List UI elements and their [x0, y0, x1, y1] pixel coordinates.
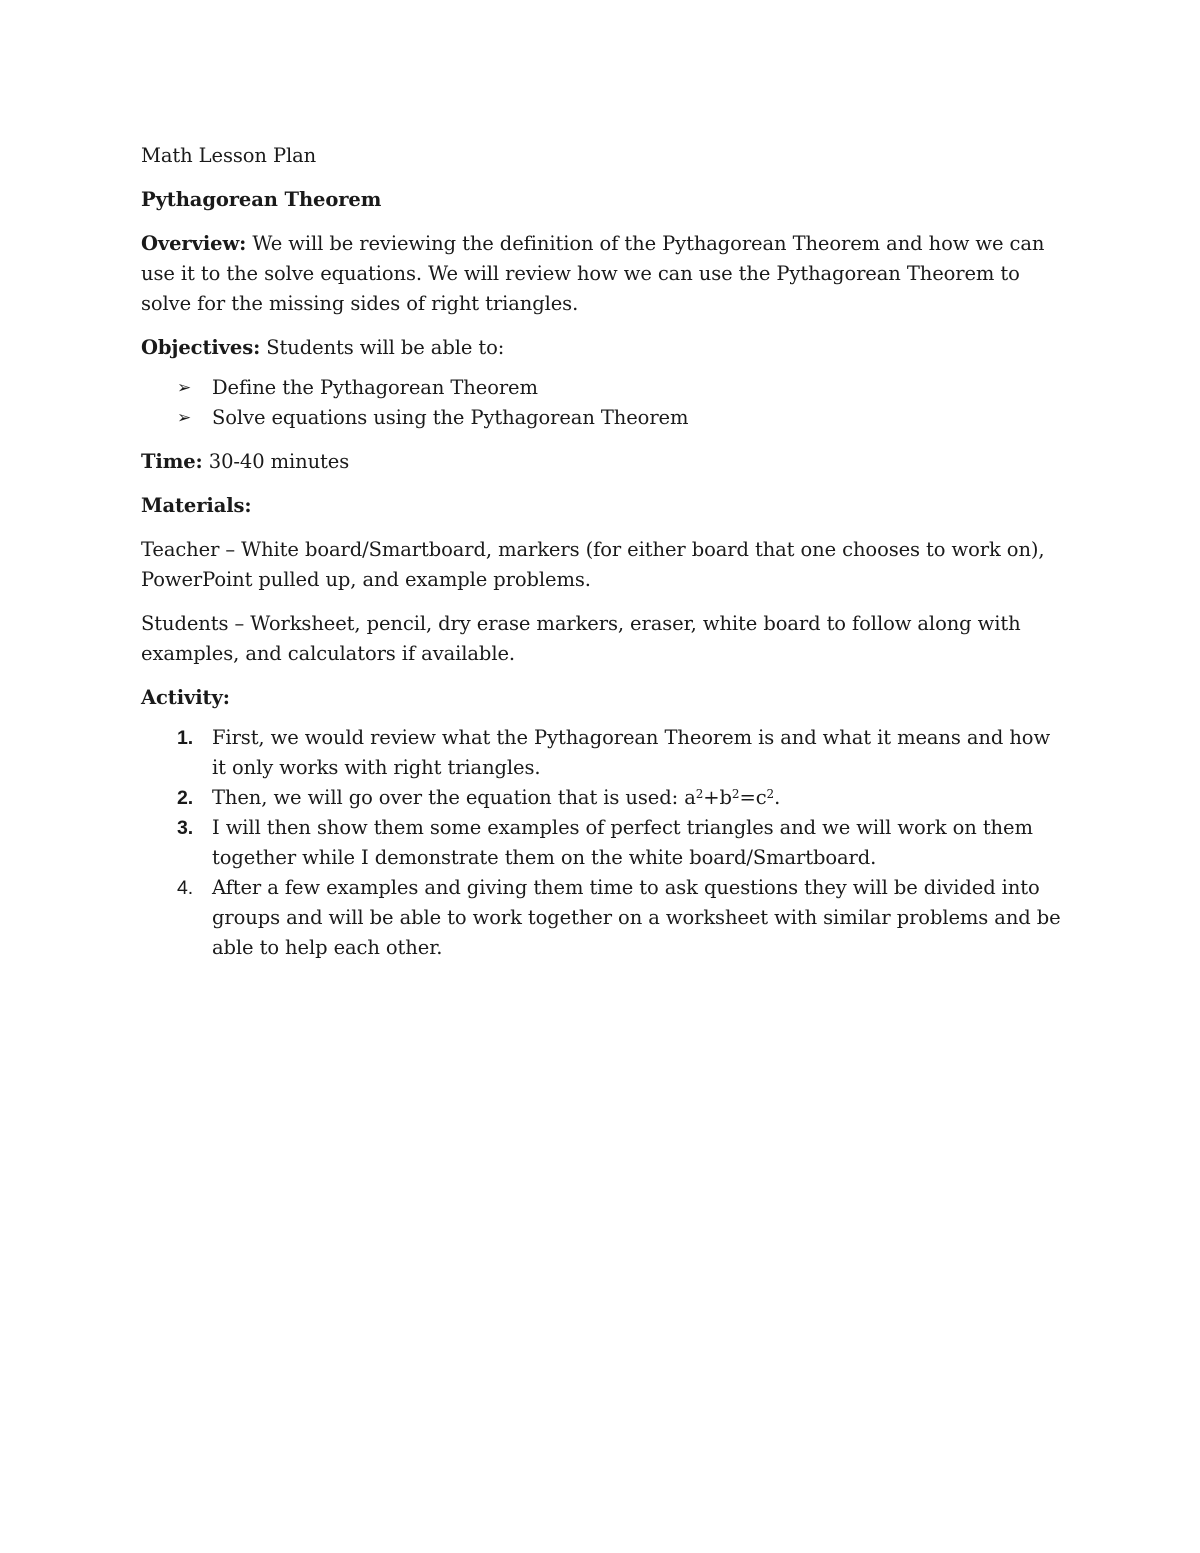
materials-label: Materials: — [141, 494, 252, 517]
equation-b: +b — [703, 786, 732, 809]
activity-number: 1. — [177, 727, 194, 749]
overview-paragraph — [141, 229, 1061, 319]
activity-label: Activity: — [141, 686, 230, 709]
equation-sup: 2 — [766, 787, 775, 801]
arrow-bullet-icon: ➢ — [177, 408, 192, 428]
activity-text: After a few examples and giving them time to ask questions they will be divided into groups and will be able to work together on a worksheet with similar problems and be able to help each other. — [212, 876, 1061, 959]
overview-label: Overview: — [141, 232, 247, 255]
time-paragraph — [141, 447, 1061, 477]
materials-heading — [141, 491, 1061, 521]
objectives-text: Students will be able to: — [266, 336, 505, 359]
equation-sup: 2 — [695, 787, 704, 801]
activity-list — [141, 723, 1061, 963]
activity-text: First, we would review what the Pythagorean Theorem is and what it means and how it only works with right triangles. — [212, 726, 1051, 779]
time-text: 30-40 minutes — [208, 450, 350, 473]
activity-text — [212, 786, 780, 809]
lesson-heading: Pythagorean Theorem — [141, 188, 382, 211]
objectives-paragraph — [141, 333, 1061, 363]
equation-a: a — [684, 786, 696, 809]
objective-item — [141, 373, 1061, 403]
objective-item — [141, 403, 1061, 433]
objective-text: Define the Pythagorean Theorem — [212, 376, 538, 399]
equation-c: =c — [739, 786, 767, 809]
activity-item — [141, 723, 1061, 783]
objective-text: Solve equations using the Pythagorean Theorem — [212, 406, 689, 429]
objectives-list — [141, 373, 1061, 433]
activity-number: 3. — [177, 817, 194, 839]
activity-number: 4. — [177, 877, 194, 899]
activity-item — [141, 783, 1061, 813]
activity-text-after: . — [774, 786, 781, 809]
objectives-label: Objectives: — [141, 336, 261, 359]
overview-text: We will be reviewing the definition of the Pythagorean Theorem and how we can use it to the solve equations. We will review how we can use the Pythagorean Theorem to solve for the missing sides of right triangles. — [141, 232, 1045, 315]
document-title: Math Lesson Plan — [141, 144, 317, 167]
activity-text-before: Then, we will go over the equation that is used: — [212, 786, 685, 809]
document-page — [141, 141, 1061, 963]
equation-sup: 2 — [731, 787, 740, 801]
equation — [684, 786, 774, 809]
activity-text: I will then show them some examples of perfect triangles and we will work on them together while I demonstrate them on the white board/Smartboard. — [212, 816, 1033, 869]
materials-teacher: Teacher – White board/Smartboard, markers (for either board that one chooses to work on), PowerPoint pulled up, and example problems. — [141, 538, 1045, 591]
materials-students: Students – Worksheet, pencil, dry erase markers, eraser, white board to follow along with examples, and calculators if available. — [141, 612, 1021, 665]
activity-heading — [141, 683, 1061, 713]
activity-number: 2. — [177, 787, 194, 809]
activity-item — [141, 813, 1061, 873]
arrow-bullet-icon: ➢ — [177, 378, 192, 398]
activity-item — [141, 873, 1061, 963]
time-label: Time: — [141, 450, 203, 473]
